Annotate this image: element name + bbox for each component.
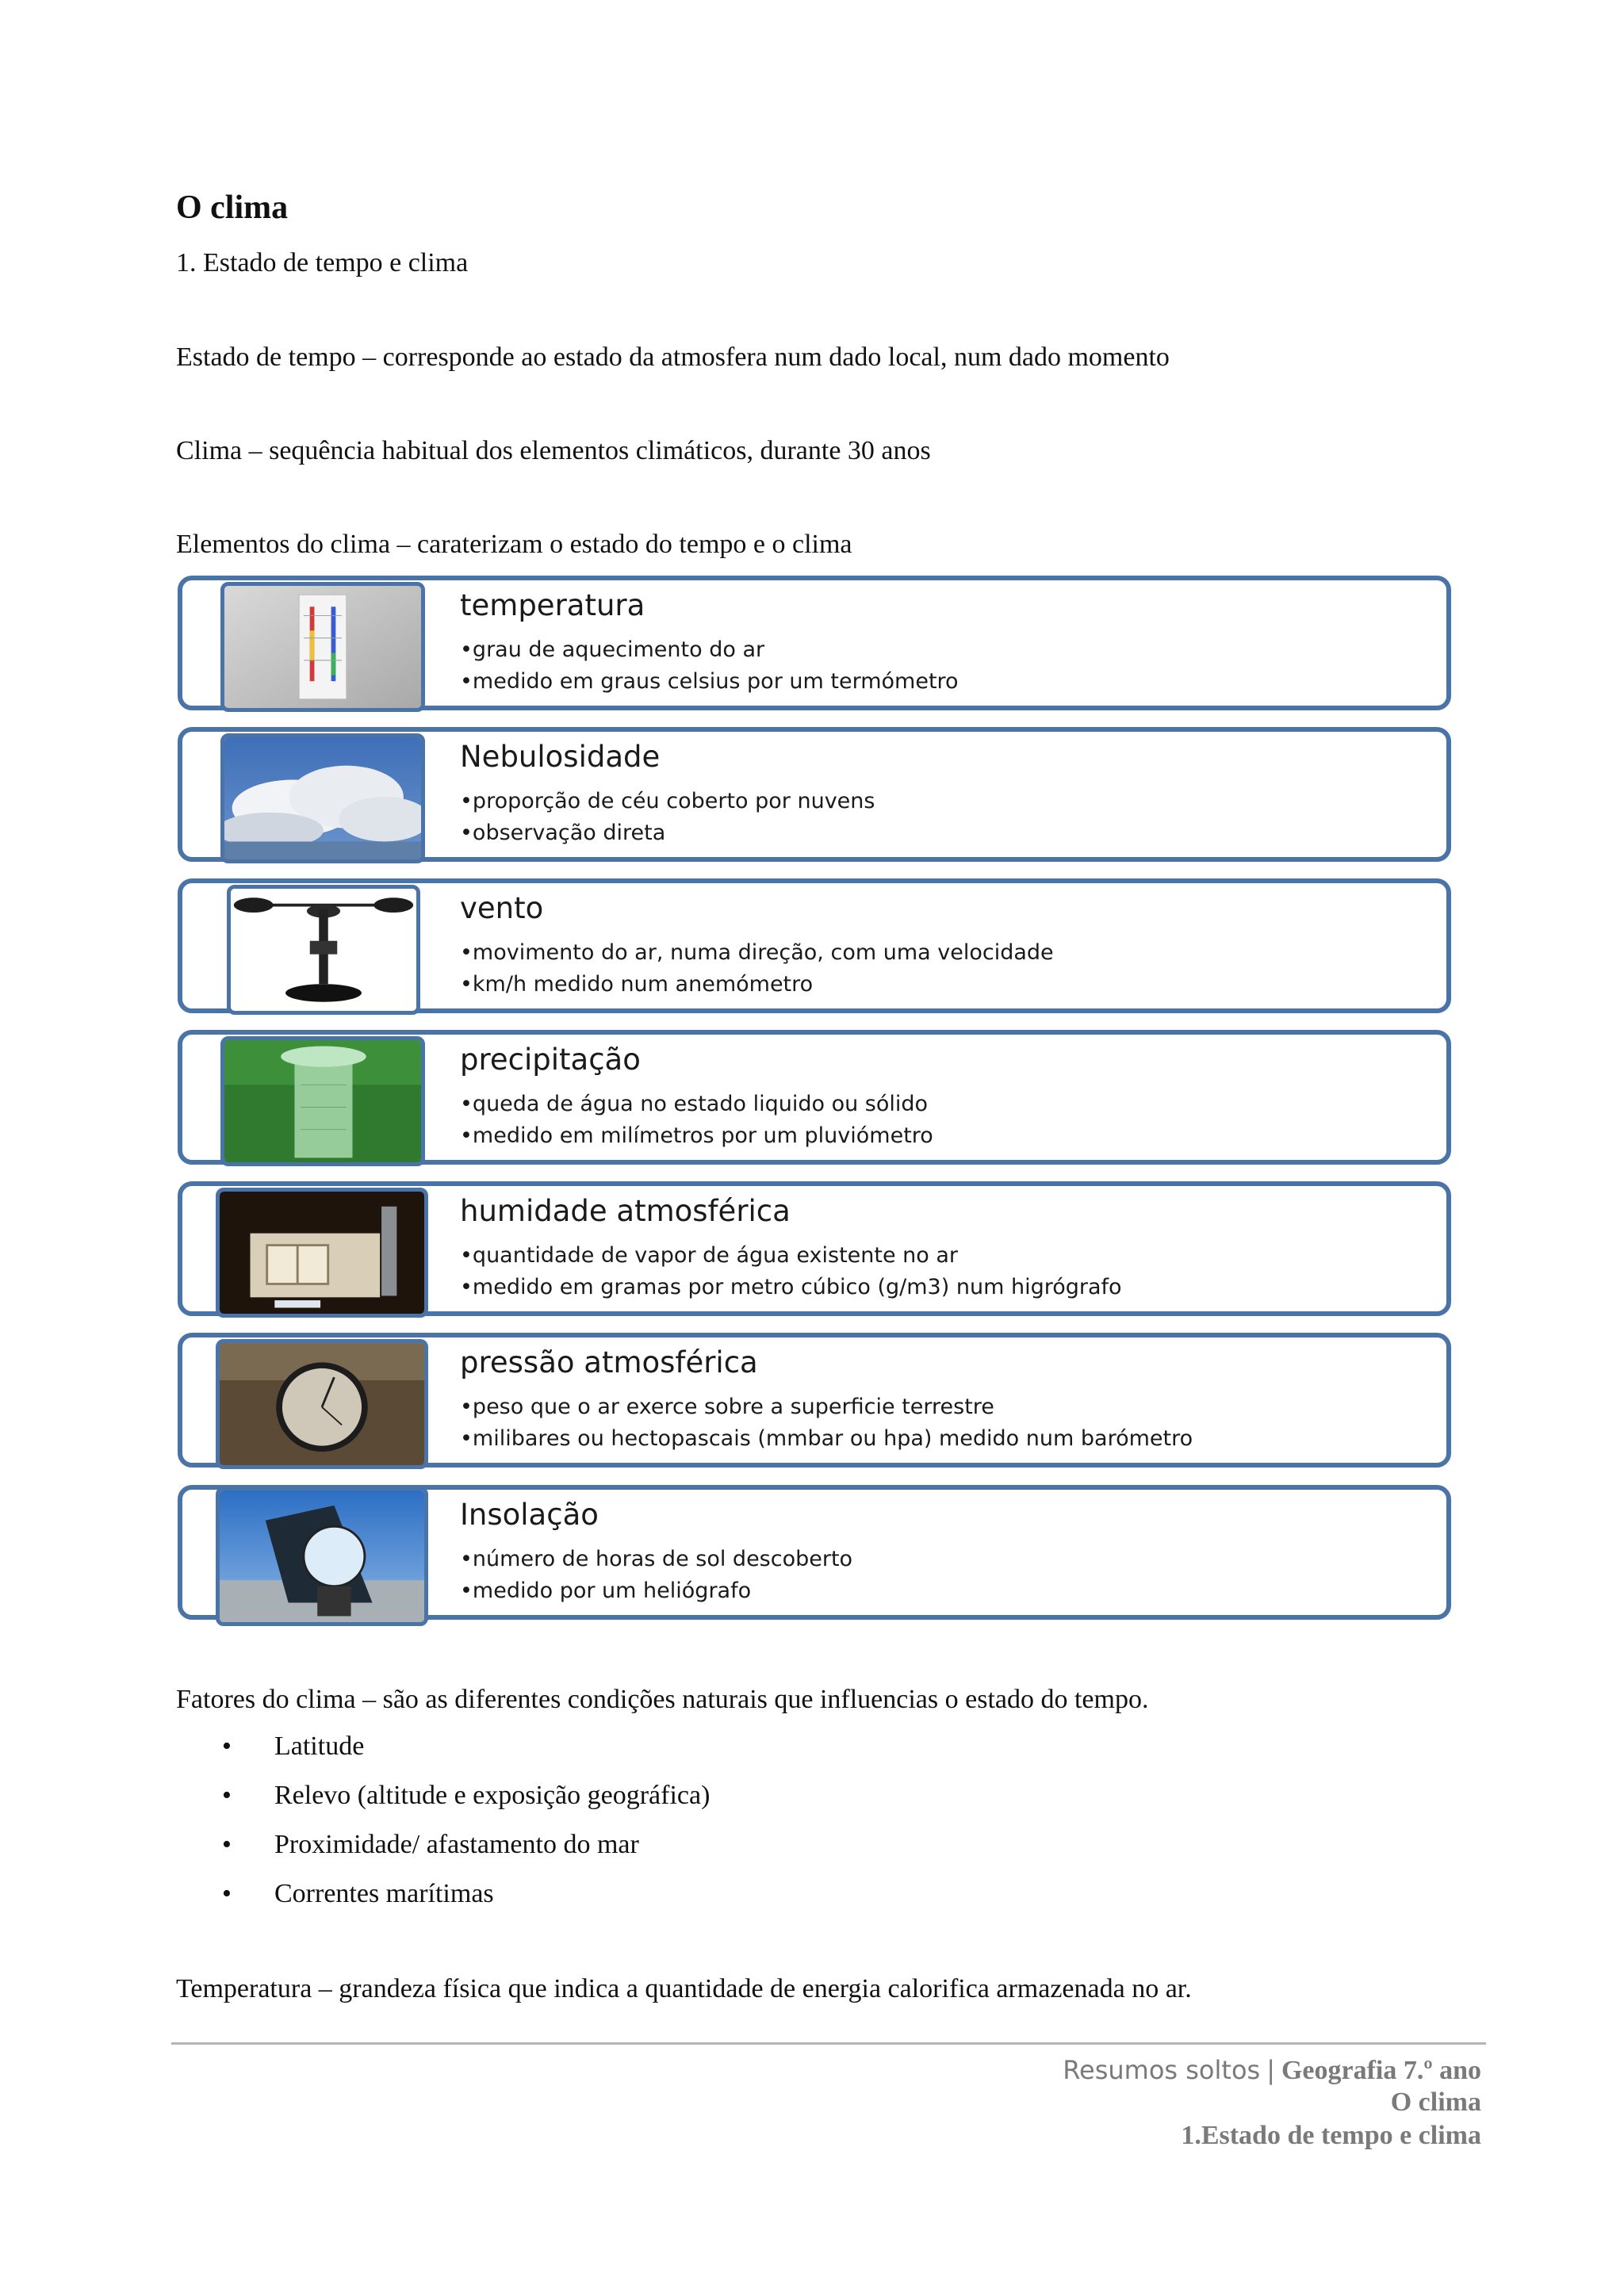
elementos-definition: Elementos do clima – caraterizam o estado do tempo e o clima <box>176 530 852 559</box>
anemometer-photo <box>227 885 420 1015</box>
element-line: •movimento do ar, numa direção, com uma velocidade <box>460 940 1054 965</box>
element-card-vento <box>178 878 1451 1013</box>
list-item: • Relevo (altitude e exposição geográfica) <box>176 1781 710 1830</box>
element-line: •medido em gramas por metro cúbico (g/m3) num higrógrafo <box>460 1275 1122 1299</box>
footer-series: Resumos soltos <box>1063 2055 1261 2085</box>
heliograph-photo <box>216 1487 428 1626</box>
section-subtitle: 1. Estado de tempo e clima <box>176 248 469 277</box>
element-line: •medido por um heliógrafo <box>460 1578 752 1603</box>
page-title: O clima <box>176 189 289 226</box>
element-card-precipitacao <box>178 1030 1451 1165</box>
footer-header <box>1063 2055 1481 2086</box>
footer-separator: | <box>1266 2055 1275 2085</box>
estado-tempo-definition: Estado de tempo – corresponde ao estado da atmosfera num dado local, num dado momento <box>176 342 1170 372</box>
element-title: humidade atmosférica <box>460 1194 791 1228</box>
thermometer-photo <box>220 582 425 712</box>
element-title: Nebulosidade <box>460 740 661 774</box>
element-card-humidade <box>178 1181 1451 1316</box>
clouds-photo <box>220 733 425 863</box>
element-card-temperatura <box>178 576 1451 710</box>
element-line: •observação direta <box>460 821 666 845</box>
element-title: Insolação <box>460 1498 599 1532</box>
element-line: •quantidade de vapor de água existente no ar <box>460 1243 959 1268</box>
list-item: • Latitude <box>176 1732 710 1781</box>
footer-chapter: O clima <box>1390 2087 1481 2117</box>
element-title: temperatura <box>460 588 645 622</box>
list-item: • Proximidade/ afastamento do mar <box>176 1830 710 1879</box>
clima-definition: Clima – sequência habitual dos elementos climáticos, durante 30 anos <box>176 436 931 465</box>
list-item: • Correntes marítimas <box>176 1879 710 1928</box>
element-title: vento <box>460 891 544 925</box>
fatores-definition: Fatores do clima – são as diferentes condições naturais que influencias o estado do tempo. <box>176 1685 1149 1714</box>
element-card-nebulosidade <box>178 727 1451 862</box>
element-card-pressao <box>178 1333 1451 1468</box>
fatores-list <box>176 1732 710 1928</box>
hygrograph-photo <box>216 1188 428 1318</box>
element-line: •medido em graus celsius por um termómetro <box>460 669 959 694</box>
footer-divider <box>171 2042 1486 2045</box>
element-title: pressão atmosférica <box>460 1345 758 1380</box>
element-line: •proporção de céu coberto por nuvens <box>460 789 875 813</box>
element-line: •grau de aquecimento do ar <box>460 637 765 662</box>
page-footer <box>1063 2055 1481 2152</box>
element-line: •medido em milímetros por um pluviómetro <box>460 1123 933 1148</box>
element-line: •peso que o ar exerce sobre a superficie terrestre <box>460 1395 994 1419</box>
element-line: •milibares ou hectopascais (mmbar ou hpa) medido num barómetro <box>460 1426 1193 1451</box>
footer-section: 1.Estado de tempo e clima <box>1181 2121 1481 2150</box>
element-line: •número de horas de sol descoberto <box>460 1547 853 1571</box>
element-title: precipitação <box>460 1043 641 1077</box>
rain-gauge-photo <box>220 1036 425 1166</box>
element-card-insolacao <box>178 1485 1451 1620</box>
element-line: •queda de água no estado liquido ou sólido <box>460 1092 929 1116</box>
footer-subject: Geografia 7.º ano <box>1281 2056 1481 2085</box>
barometer-photo <box>216 1339 428 1469</box>
temperatura-definition: Temperatura – grandeza física que indica a quantidade de energia calorifica armazenada no ar. <box>176 1974 1192 2003</box>
element-line: •km/h medido num anemómetro <box>460 972 814 997</box>
